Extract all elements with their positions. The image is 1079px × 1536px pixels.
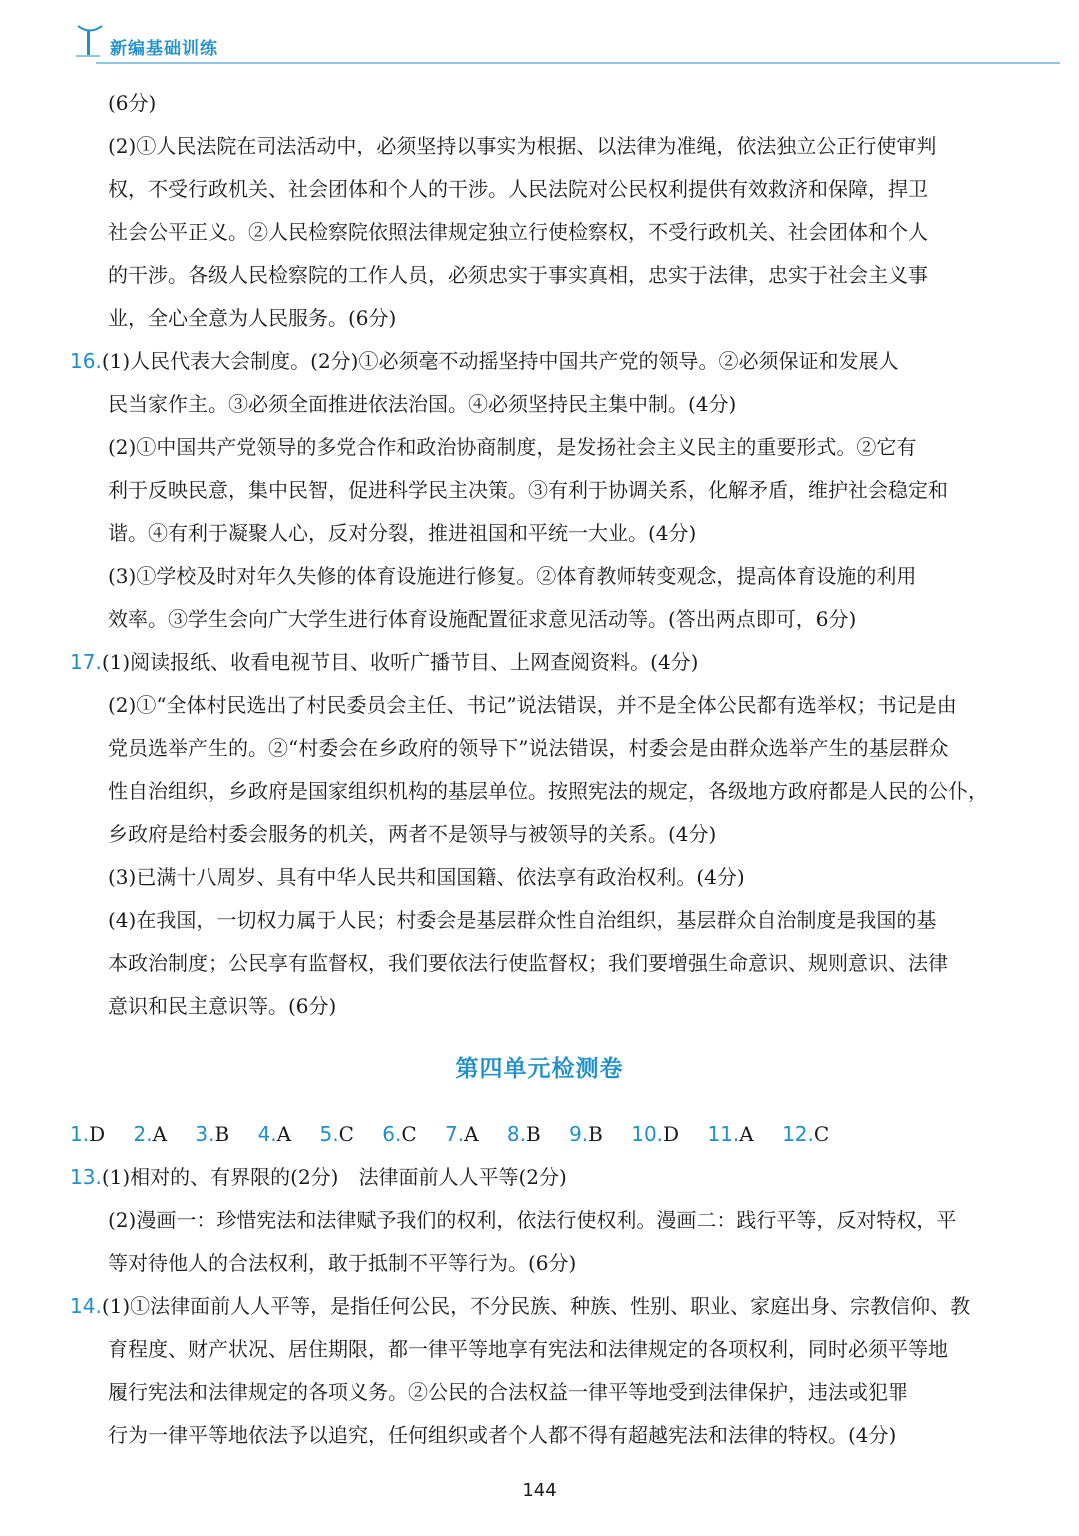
text-line: 等对待他人的合法权利，敢于抵制不平等行为。(6分) bbox=[108, 1251, 577, 1275]
header-divider bbox=[96, 62, 1060, 64]
choice-answer: 10.D bbox=[631, 1122, 680, 1146]
choice-answer: 7.A bbox=[445, 1122, 479, 1146]
text-line: 谐。④有利于凝聚人心，反对分裂，推进祖国和平统一大业。(4分) bbox=[108, 521, 697, 545]
text-line: (6分) bbox=[108, 91, 157, 115]
choice-answer: 2.A bbox=[133, 1122, 168, 1146]
text-line: 民当家作主。③必须全面推进依法治国。④必须坚持民主集中制。(4分) bbox=[108, 392, 737, 416]
choice-answer: 12.C bbox=[782, 1122, 830, 1146]
choice-answer: 1.D bbox=[70, 1122, 106, 1146]
answer-block bbox=[70, 1113, 1015, 1457]
text-line: (3)①学校及时对年久失修的体育设施进行修复。②体育教师转变观念，提高体育设施的利用 bbox=[108, 564, 917, 588]
book-logo-icon bbox=[74, 22, 104, 60]
text-line: 乡政府是给村委会服务的机关，两者不是领导与被领导的关系。(4分) bbox=[108, 822, 717, 846]
question-text: (1)①法律面前人人平等，是指任何公民，不分民族、种族、性别、职业、家庭出身、宗教信仰、教 bbox=[101, 1294, 971, 1318]
text-line: 社会公平正义。②人民检察院依照法律规定独立行使检察权，不受行政机关、社会团体和个人 bbox=[108, 220, 928, 244]
text-line: 利于反映民意，集中民智，促进科学民主决策。③有利于协调关系，化解矛盾，维护社会稳定和 bbox=[108, 478, 948, 502]
question-number: 16. bbox=[70, 349, 102, 373]
choice-answer: 6.C bbox=[382, 1122, 417, 1146]
text-line: 党员选举产生的。②“村委会在乡政府的领导下”说法错误，村委会是由群众选举产生的基层群众 bbox=[108, 736, 949, 760]
choice-answer: 9.B bbox=[569, 1122, 603, 1146]
text-line: 行为一律平等地依法予以追究，任何组织或者个人都不得有超越宪法和法律的特权。(4分) bbox=[108, 1423, 897, 1447]
text-line: (3)已满十八周岁、具有中华人民共和国国籍、依法享有政治权利。(4分) bbox=[108, 865, 745, 889]
text-line: 育程度、财产状况、居住期限，都一律平等地享有宪法和法律规定的各项权利，同时必须平等地 bbox=[108, 1337, 948, 1361]
question-16 bbox=[70, 340, 1015, 383]
text-line: 权，不受行政机关、社会团体和个人的干涉。人民法院对公民权利提供有效救济和保障，捍卫 bbox=[108, 177, 928, 201]
choice-answer: 5.C bbox=[319, 1122, 354, 1146]
page-number: 144 bbox=[522, 1480, 557, 1501]
question-17 bbox=[70, 641, 1015, 684]
text-line: 意识和民主意识等。(6分) bbox=[108, 994, 337, 1018]
choice-answer: 4.A bbox=[257, 1122, 292, 1146]
question-text: (1)相对的、有界限的(2分) 法律面前人人平等(2分) bbox=[101, 1165, 567, 1189]
choice-answers bbox=[70, 1113, 1015, 1156]
text-line: 履行宪法和法律规定的各项义务。②公民的合法权益一律平等地受到法律保护，违法或犯罪 bbox=[108, 1380, 908, 1404]
text-line: (2)①中国共产党领导的多党合作和政治协商制度，是发扬社会主义民主的重要形式。②它有 bbox=[108, 435, 917, 459]
text-line: (4)在我国，一切权力属于人民；村委会是基层群众性自治组织，基层群众自治制度是我国的基 bbox=[108, 908, 937, 932]
question-14 bbox=[70, 1285, 1015, 1328]
question-13 bbox=[70, 1156, 1015, 1199]
answer-content bbox=[70, 82, 1015, 1028]
question-text: (1)阅读报纸、收看电视节目、收听广播节目、上网查阅资料。(4分) bbox=[101, 650, 699, 674]
text-line: 本政治制度；公民享有监督权，我们要依法行使监督权；我们要增强生命意识、规则意识、法律 bbox=[108, 951, 948, 975]
question-text: (1)人民代表大会制度。(2分)①必须毫不动摇坚持中国共产党的领导。②必须保证和发展人 bbox=[101, 349, 899, 373]
choice-answer: 3.B bbox=[195, 1122, 230, 1146]
question-number: 17. bbox=[70, 650, 102, 674]
choice-answer: 11.A bbox=[707, 1122, 754, 1146]
text-line: (2)漫画一：珍惜宪法和法律赋予我们的权利，依法行使权利。漫画二：践行平等，反对特权，平 bbox=[108, 1208, 957, 1232]
choice-answer: 8.B bbox=[506, 1122, 541, 1146]
question-number: 14. bbox=[70, 1294, 102, 1318]
series-title: 新编基础训练 bbox=[110, 39, 218, 59]
text-line: 的干涉。各级人民检察院的工作人员，必须忠实于事实真相，忠实于法律，忠实于社会主义事 bbox=[108, 263, 928, 287]
text-line: 效率。③学生会向广大学生进行体育设施配置征求意见活动等。(答出两点即可，6分) bbox=[108, 607, 857, 631]
text-line: (2)①人民法院在司法活动中，必须坚持以事实为根据、以法律为准绳，依法独立公正行使审判 bbox=[108, 134, 937, 158]
question-number: 13. bbox=[70, 1165, 102, 1189]
text-line: 性自治组织，乡政府是国家组织机构的基层单位。按照宪法的规定，各级地方政府都是人民的公仆， bbox=[108, 779, 988, 803]
page-header bbox=[70, 16, 1060, 66]
text-line: 业，全心全意为人民服务。(6分) bbox=[108, 306, 397, 330]
text-line: (2)①“全体村民选出了村民委员会主任、书记”说法错误，并不是全体公民都有选举权；书记是由 bbox=[108, 693, 957, 717]
section-title: 第四单元检测卷 bbox=[455, 1055, 624, 1082]
